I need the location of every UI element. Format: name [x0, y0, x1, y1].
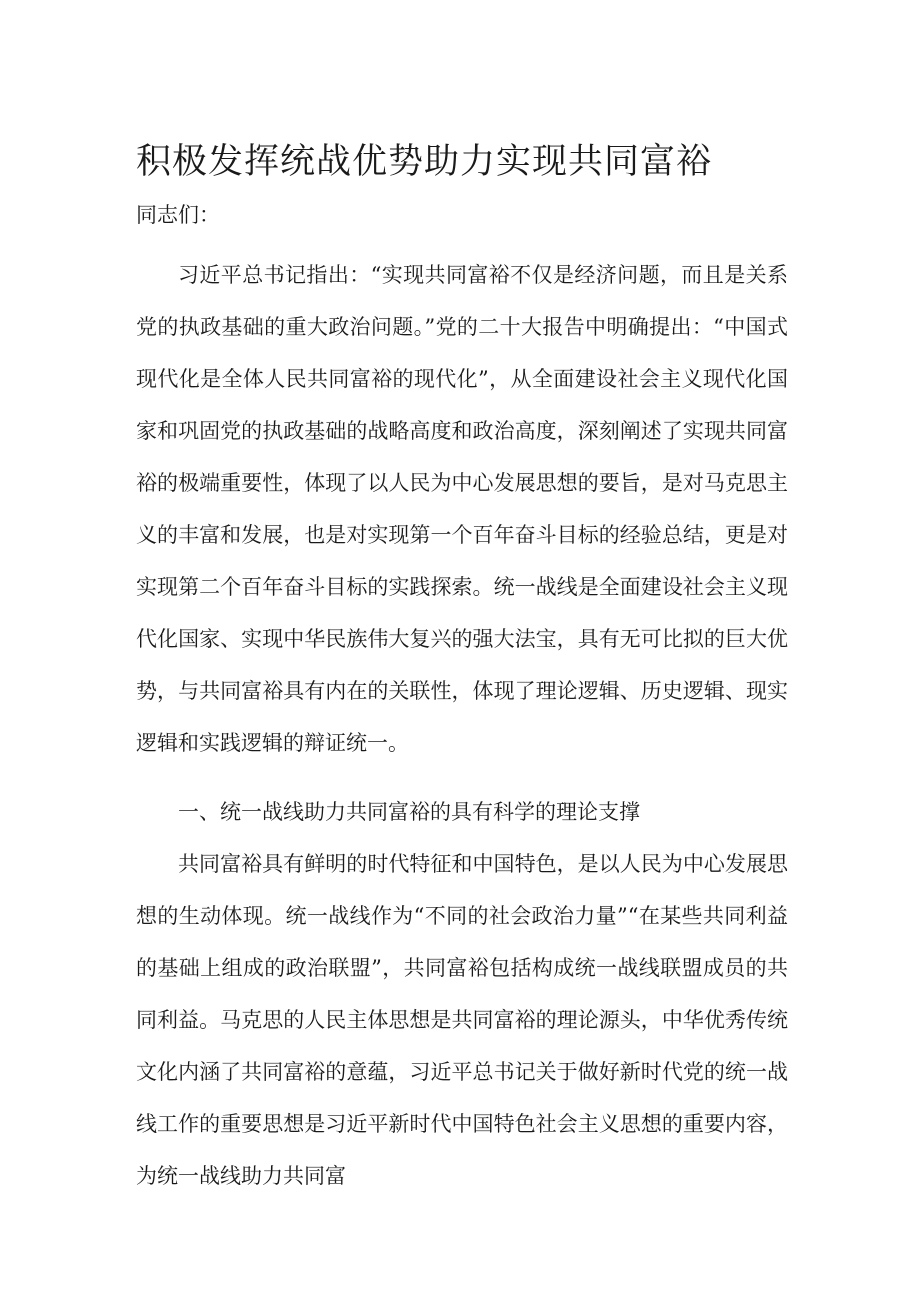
paragraph-intro: 习近平总书记指出：“实现共同富裕不仅是经济问题，而且是关系党的执政基础的重大政治问题。”党的二十大报告中明确提出：“中国式现代化是全体人民共同富裕的现代化”，从全面建设社会主义现代化国家和巩固党的执政基础的战略高度和政治高度，深刻阐述了实现共同富裕的极端重要性，体现了以人民为中心发展思想的要旨，是对马克思主义的丰富和发展，也是对实现第一个百年奋斗目标的经验总结，更是对实现第二个百年奋斗目标的实践探索。统一战线是全面建设社会主义现代化国家、实现中华民族伟大复兴的强大法宝，具有无可比拟的巨大优势，与共同富裕具有内在的关联性，体现了理论逻辑、历史逻辑、现实逻辑和实践逻辑的辩证统一。: [136, 263, 788, 755]
salutation: 同志们：: [136, 203, 220, 227]
paragraph-section-1: 共同富裕具有鲜明的时代特征和中国特色，是以人民为中心发展思想的生动体现。统一战线作为“不同的社会政治力量”“在某些共同利益的基础上组成的政治联盟”，共同富裕包括构成统一战线联盟成员的共同利益。马克思的人民主体思想是共同富裕的理论源头，中华优秀传统文化内涵了共同富裕的意蕴，习近平总书记关于做好新时代党的统一战线工作的重要思想是习近平新时代中国特色社会主义思想的重要内容，为统一战线助力共同富: [136, 852, 788, 1188]
section-heading-1: 一、统一战线助力共同富裕的具有科学的理论支撑: [178, 800, 640, 824]
document-title: 积极发挥统战优势助力实现共同富裕: [136, 142, 713, 182]
